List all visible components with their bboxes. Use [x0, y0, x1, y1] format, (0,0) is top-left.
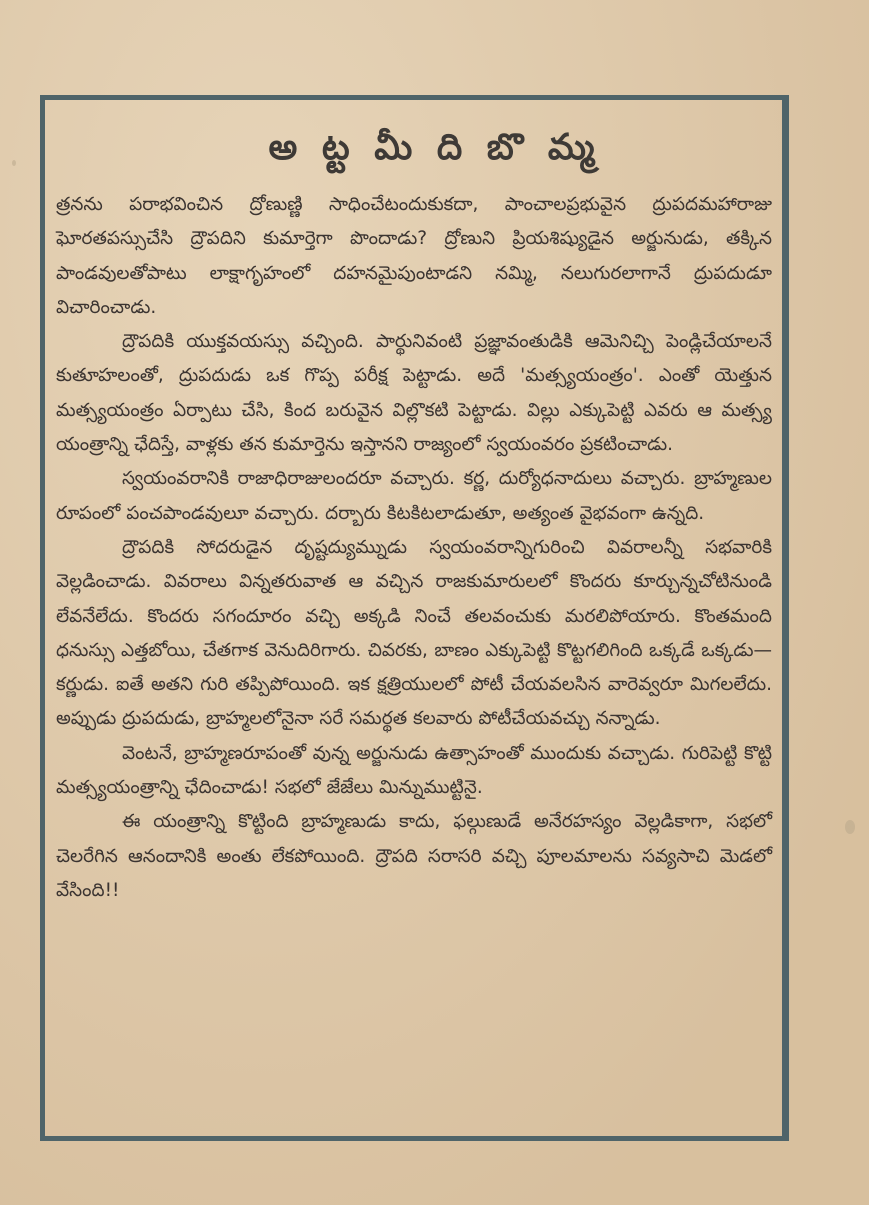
paragraph-2: ద్రౌపదికి యుక్తవయస్సు వచ్చింది. పార్థునివంటి ప్రజ్ఞావంతుడికి ఆమెనిచ్చి పెండ్లిచేయాలనే కుతూహలంతో, ద్రుపదుడు ఒక గొప్ప పరీక్ష పెట్టాడు. అదే 'మత్స్యయంత్రం'. ఎంతో యెత్తున మత్స్యయంత్రం ఏర్పాటు చేసి, కింద బరువైన విల్లొకటి పెట్టాడు. విల్లు ఎక్కుపెట్టి ఎవరు ఆ మత్స్య యంత్రాన్ని ఛేదిస్తే, వాళ్లకు తన కుమార్తెను ఇస్తానని రాజ్యంలో స్వయంవరం ప్రకటించాడు.	[56, 331, 772, 456]
paragraph-1: త్రనను పరాభవించిన ద్రోణుణ్ణి సాధించేటందుకుకదా, పాంచాలప్రభువైన ద్రుపదమహారాజు ఘోరతపస్సుచేసి ద్రౌపదిని కుమార్తెగా పొందాడు? ద్రోణుని ప్రియశిష్యుడైన అర్జునుడు, తక్కిన పాండవులతోపాటు లాక్షాగృహంలో దహనమైపుంటాడని నమ్మి, నలుగురలాగానే ద్రుపదుడూ విచారించాడు.	[56, 194, 772, 318]
paragraph-3: స్వయంవరానికి రాజాధిరాజులందరూ వచ్చారు. కర్ణ, దుర్యోధనాదులు వచ్చారు. బ్రాహ్మణుల రూపంలో పంచపాండవులూ వచ్చారు. దర్బారు కిటకిటలాడుతూ, అత్యంత వైభవంగా ఉన్నది.	[56, 468, 772, 524]
paper-speck	[12, 160, 16, 166]
paragraph-5: వెంటనే, బ్రాహ్మణరూపంతో వున్న అర్జునుడు ఉత్సాహంతో ముందుకు వచ్చాడు. గురిపెట్టి కొట్టి మత్స్యయంత్రాన్ని ఛేదించాడు! సభలో జేజేలు మిన్నుముట్టినై.	[56, 742, 772, 799]
paragraph-6: ఈ యంత్రాన్ని కొట్టింది బ్రాహ్మణుడు కాదు, ఫల్గుణుడే అనేరహస్యం వెల్లడికాగా, సభలో చెలరేగిన ఆనందానికి అంతు లేకపోయింది. ద్రౌపది సరాసరి వచ్చి పూలమాలను సవ్యసాచి మెడలో వేసింది!!	[56, 811, 772, 901]
paragraph-4: ద్రౌపదికి సోదరుడైన దృష్టద్యుమ్నుడు స్వయంవరాన్నిగురించి వివరాలన్నీ సభవారికి వెల్లడించాడు. వివరాలు విన్నతరువాత ఆ వచ్చిన రాజకుమారులలో కొందరు కూర్చున్నచోటినుండి లేవనేలేదు. కొందరు సగందూరం వచ్చి అక్కడి నించే తలవంచుకు మరలిపోయారు. కొంతమంది ధనుస్సు ఎత్తబోయి, చేతగాక వెనుదిరిగారు. చివరకు, బాణం ఎక్కుపెట్టి కొట్టగలిగింది ఒక్కడే ఒక్కడు—కర్ణుడు. ఐతే అతని గురి తప్పిపోయింది. ఇక క్షత్రియులలో పోటీ చేయవలసిన వారెవ్వరూ మిగలలేదు. అప్పుడు ద్రుపదుడు, బ్రాహ్మలలోనైనా సరే సమర్థత కలవారు పోటీచేయవచ్చు నన్నాడు.	[56, 536, 772, 730]
page-title: అ ట్ట మీ ది బొ మ్మ	[268, 127, 601, 168]
paper-speck	[845, 820, 855, 834]
story-body	[56, 188, 772, 908]
